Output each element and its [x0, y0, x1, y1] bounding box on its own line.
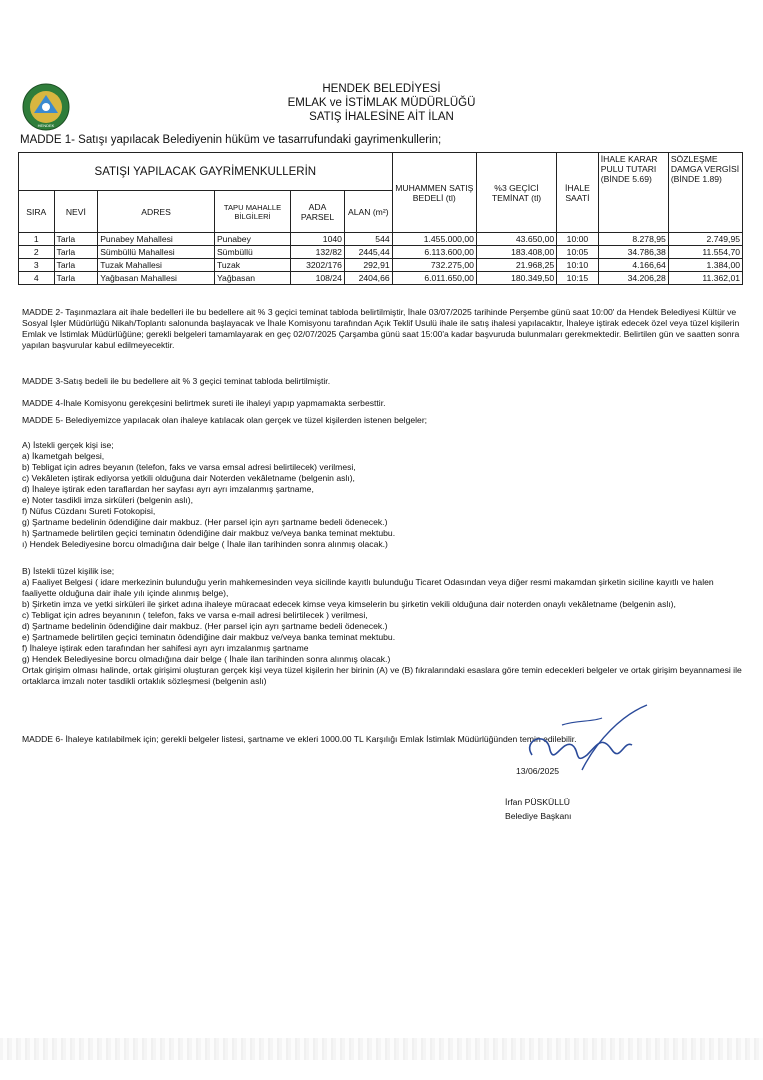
- cell-saat: 10:00: [557, 233, 599, 246]
- list-b: [22, 566, 744, 687]
- list-item: f) İhaleye iştirak eden tarafından her sahifesi ayrı ayrı imzalanmış şartname: [22, 643, 309, 653]
- table-row: [19, 272, 743, 285]
- cell-saat: 10:05: [557, 246, 599, 259]
- signer-name: İrfan PÜSKÜLLÜ: [505, 797, 570, 807]
- list-item: h) Şartnamede belirtilen geçici teminatın ödendiğine dair makbuz ve/veya banka teminat mektubu.: [22, 528, 396, 538]
- cell-tapu: Tuzak: [214, 259, 290, 272]
- header-line3: SATIŞ İHALESİNE AİT İLAN: [309, 111, 454, 123]
- list-a: [22, 440, 744, 550]
- cell-damga: 1.384,00: [668, 259, 742, 272]
- list-item: c) Tebligat için adres beyanının ( telefon, faks ve varsa e-mail adresi belirtilecek ) verilmesi,: [22, 610, 368, 620]
- cell-ada: 1040: [291, 233, 345, 246]
- cell-bedel: 6.011.650,00: [392, 272, 476, 285]
- cell-teminat: 183.408,00: [476, 246, 556, 259]
- cell-adres: Sümbüllü Mahallesi: [98, 246, 215, 259]
- cell-karar: 4.166,64: [598, 259, 668, 272]
- cell-sira: 2: [19, 246, 55, 259]
- cell-adres: Punabey Mahallesi: [98, 233, 215, 246]
- list-item: b) Tebligat için adres beyanın (telefon, faks ve varsa emsal adresi belirtilecek) verilmesi,: [22, 462, 356, 472]
- signature-date: 13/06/2025: [516, 766, 560, 776]
- property-table: [18, 152, 743, 285]
- col-ada: ADA PARSEL: [291, 191, 345, 233]
- cell-saat: 10:10: [557, 259, 599, 272]
- cell-sira: 4: [19, 272, 55, 285]
- cell-teminat: 21.968,25: [476, 259, 556, 272]
- list-item: c) Vekâleten iştirak ediyorsa yetkili olduğuna dair Noterden vekâletname (belgenin aslı),: [22, 473, 355, 483]
- col-nevi: NEVİ: [54, 191, 98, 233]
- cell-tapu: Punabey: [214, 233, 290, 246]
- cell-saat: 10:15: [557, 272, 599, 285]
- list-item: A) İstekli gerçek kişi ise;: [22, 440, 114, 450]
- list-item: ı) Hendek Belediyesine borcu olmadığına dair belge ( İhale ilan tarihinden sonra alınmış olacak.): [22, 539, 388, 549]
- col-saat: İHALE SAATİ: [557, 153, 599, 233]
- cell-karar: 34.206,28: [598, 272, 668, 285]
- list-item: d) İhaleye iştirak eden taraflardan her sayfası ayrı ayrı imzalanmış şartname,: [22, 484, 314, 494]
- cell-ada: 3202/176: [291, 259, 345, 272]
- cell-sira: 1: [19, 233, 55, 246]
- header-line1: HENDEK BELEDİYESİ: [322, 83, 441, 95]
- cell-teminat: 180.349,50: [476, 272, 556, 285]
- header-line2: EMLAK ve İSTİMLAK MÜDÜRLÜĞÜ: [287, 97, 476, 109]
- cell-damga: 11.554,70: [668, 246, 742, 259]
- list-item: Ortak girişim olması halinde, ortak girişimi oluşturan gerçek kişi veya tüzel kişilerin her birinin (A) ve (B) fıkralarındaki esaslara göre temin edecekleri belgeler ve ortak girişim beyannamesi ile ortaklarca imzalı noter tasdikli ortaklık sözleşmesi (belgenin aslı): [22, 665, 742, 686]
- madde-3: MADDE 3-Satış bedeli ile bu bedellere ait % 3 geçici teminat tabloda belirtilmiştir.: [22, 376, 331, 386]
- list-item: b) Şirketin imza ve yetki sirküleri ile şirket adına ihaleye müracaat edecek kimse veya kimselerin bu şirketin vekili olduğuna dair noterden onaylı vekâletname (belgenin aslı),: [22, 599, 676, 609]
- list-item: g) Şartname bedelinin ödendiğine dair makbuz. (Her parsel için ayrı şartname bedeli ödenecek.): [22, 517, 388, 527]
- list-item: a) İkametgah belgesi,: [22, 451, 105, 461]
- col-tapu: TAPU MAHALLE BİLGİLERİ: [214, 191, 290, 233]
- list-item: d) Şartname bedelinin ödendiğine dair makbuz. (Her parsel için ayrı şartname bedeli ödenecek.): [22, 621, 388, 631]
- cell-karar: 34.786,38: [598, 246, 668, 259]
- cell-karar: 8.278,95: [598, 233, 668, 246]
- cell-nevi: Tarla: [54, 233, 98, 246]
- col-damga: SÖZLEŞME DAMGA VERGİSİ (BİNDE 1.89): [668, 153, 742, 233]
- list-item: f) Nüfus Cüzdanı Sureti Fotokopisi,: [22, 506, 156, 516]
- table-group-title: SATIŞI YAPILACAK GAYRİMENKULLERİN: [19, 153, 393, 191]
- cell-alan: 2445,44: [344, 246, 392, 259]
- cell-alan: 544: [344, 233, 392, 246]
- cell-damga: 2.749,95: [668, 233, 742, 246]
- list-item: B) İstekli tüzel kişilik ise;: [22, 566, 115, 576]
- cell-alan: 292,91: [344, 259, 392, 272]
- table-row: [19, 246, 743, 259]
- madde-2: MADDE 2- Taşınmazlara ait ihale bedelleri ile bu bedellere ait % 3 geçici teminat tabloda belirtilmiştir, İhale 03/07/2025 tarihinde Perşembe günü saat 10:00' da Hendek Belediyesi Kültür ve Sosyal İşler Müdürlüğü Nikah/Toplantı salonunda başlayacak ve İhale Komisyonu tarafından Açık Teklif Usulü ihale ile satış ihalesi yapılacaktır, İhaleye iştirak edecek özel veya tüzel kişilerin Emlak ve İstimlak Müdürlüğüne; gerekli belgeleri tamamlayarak en geç 02/07/2025 Çarşamba günü saat 15:00'a kadar başvuruda bulunmaları gerekmektedir. Belirtilen gün ve saatten sonra yapılan başvurular kabul edilmeyecektir.: [22, 307, 740, 350]
- cell-nevi: Tarla: [54, 272, 98, 285]
- madde-1: MADDE 1- Satışı yapılacak Belediyenin hüküm ve tasarrufundaki gayrimenkullerin;: [20, 134, 442, 146]
- col-teminat: %3 GEÇİCİ TEMİNAT (tl): [476, 153, 556, 233]
- cell-nevi: Tarla: [54, 246, 98, 259]
- cell-bedel: 1.455.000,00: [392, 233, 476, 246]
- col-adres: ADRES: [98, 191, 215, 233]
- cell-alan: 2404,66: [344, 272, 392, 285]
- cell-bedel: 732.275,00: [392, 259, 476, 272]
- cell-adres: Tuzak Mahallesi: [98, 259, 215, 272]
- list-item: e) Şartnamede belirtilen geçici teminatın ödendiğine dair makbuz ve/veya banka teminat mektubu.: [22, 632, 396, 642]
- col-bedel: MUHAMMEN SATIŞ BEDELİ (tl): [392, 153, 476, 233]
- col-sira: SIRA: [19, 191, 55, 233]
- cell-tapu: Sümbüllü: [214, 246, 290, 259]
- list-item: g) Hendek Belediyesine borcu olmadığına dair belge ( İhale ilan tarihinden sonra alınmış olacak.): [22, 654, 391, 664]
- table-row: [19, 233, 743, 246]
- svg-text:HENDEK: HENDEK: [37, 123, 55, 128]
- cell-damga: 11.362,01: [668, 272, 742, 285]
- list-item: e) Noter tasdikli imza sirküleri (belgenin aslı),: [22, 495, 193, 505]
- cell-adres: Yağbasan Mahallesi: [98, 272, 215, 285]
- cell-nevi: Tarla: [54, 259, 98, 272]
- cell-ada: 108/24: [291, 272, 345, 285]
- signer-title: Belediye Başkanı: [505, 811, 572, 821]
- list-item: a) Faaliyet Belgesi ( idare merkezinin bulunduğu yerin mahkemesinden veya sicilinde kayıtlı bulunduğu Ticaret Odasından veya diğer resmi makamdan şirketin siciline kayıtlı ve halen faaliyette olduğuna dair ihale yılı içinde alınmış belge),: [22, 577, 714, 598]
- cell-ada: 132/82: [291, 246, 345, 259]
- madde-4: MADDE 4-İhale Komisyonu gerekçesini belirtmek sureti ile ihaleyi yapıp yapmamakta serbesttir.: [22, 398, 386, 408]
- madde-5: MADDE 5- Belediyemizce yapılacak olan ihaleye katılacak olan gerçek ve tüzel kişilerden istenen belgeler;: [22, 415, 428, 425]
- cell-tapu: Yağbasan: [214, 272, 290, 285]
- table-row: [19, 259, 743, 272]
- col-karar: İHALE KARAR PULU TUTARI (BİNDE 5.69): [598, 153, 668, 233]
- madde-6: MADDE 6- İhaleye katılabilmek için; gerekli belgeler listesi, şartname ve ekleri 1000.00 TL Karşılığı Emlak İstimlak Müdürlüğünden temin edilebilir.: [22, 734, 577, 744]
- col-alan: ALAN (m²): [344, 191, 392, 233]
- cell-sira: 3: [19, 259, 55, 272]
- cell-teminat: 43.650,00: [476, 233, 556, 246]
- cell-bedel: 6.113.600,00: [392, 246, 476, 259]
- scan-noise: [0, 1038, 763, 1060]
